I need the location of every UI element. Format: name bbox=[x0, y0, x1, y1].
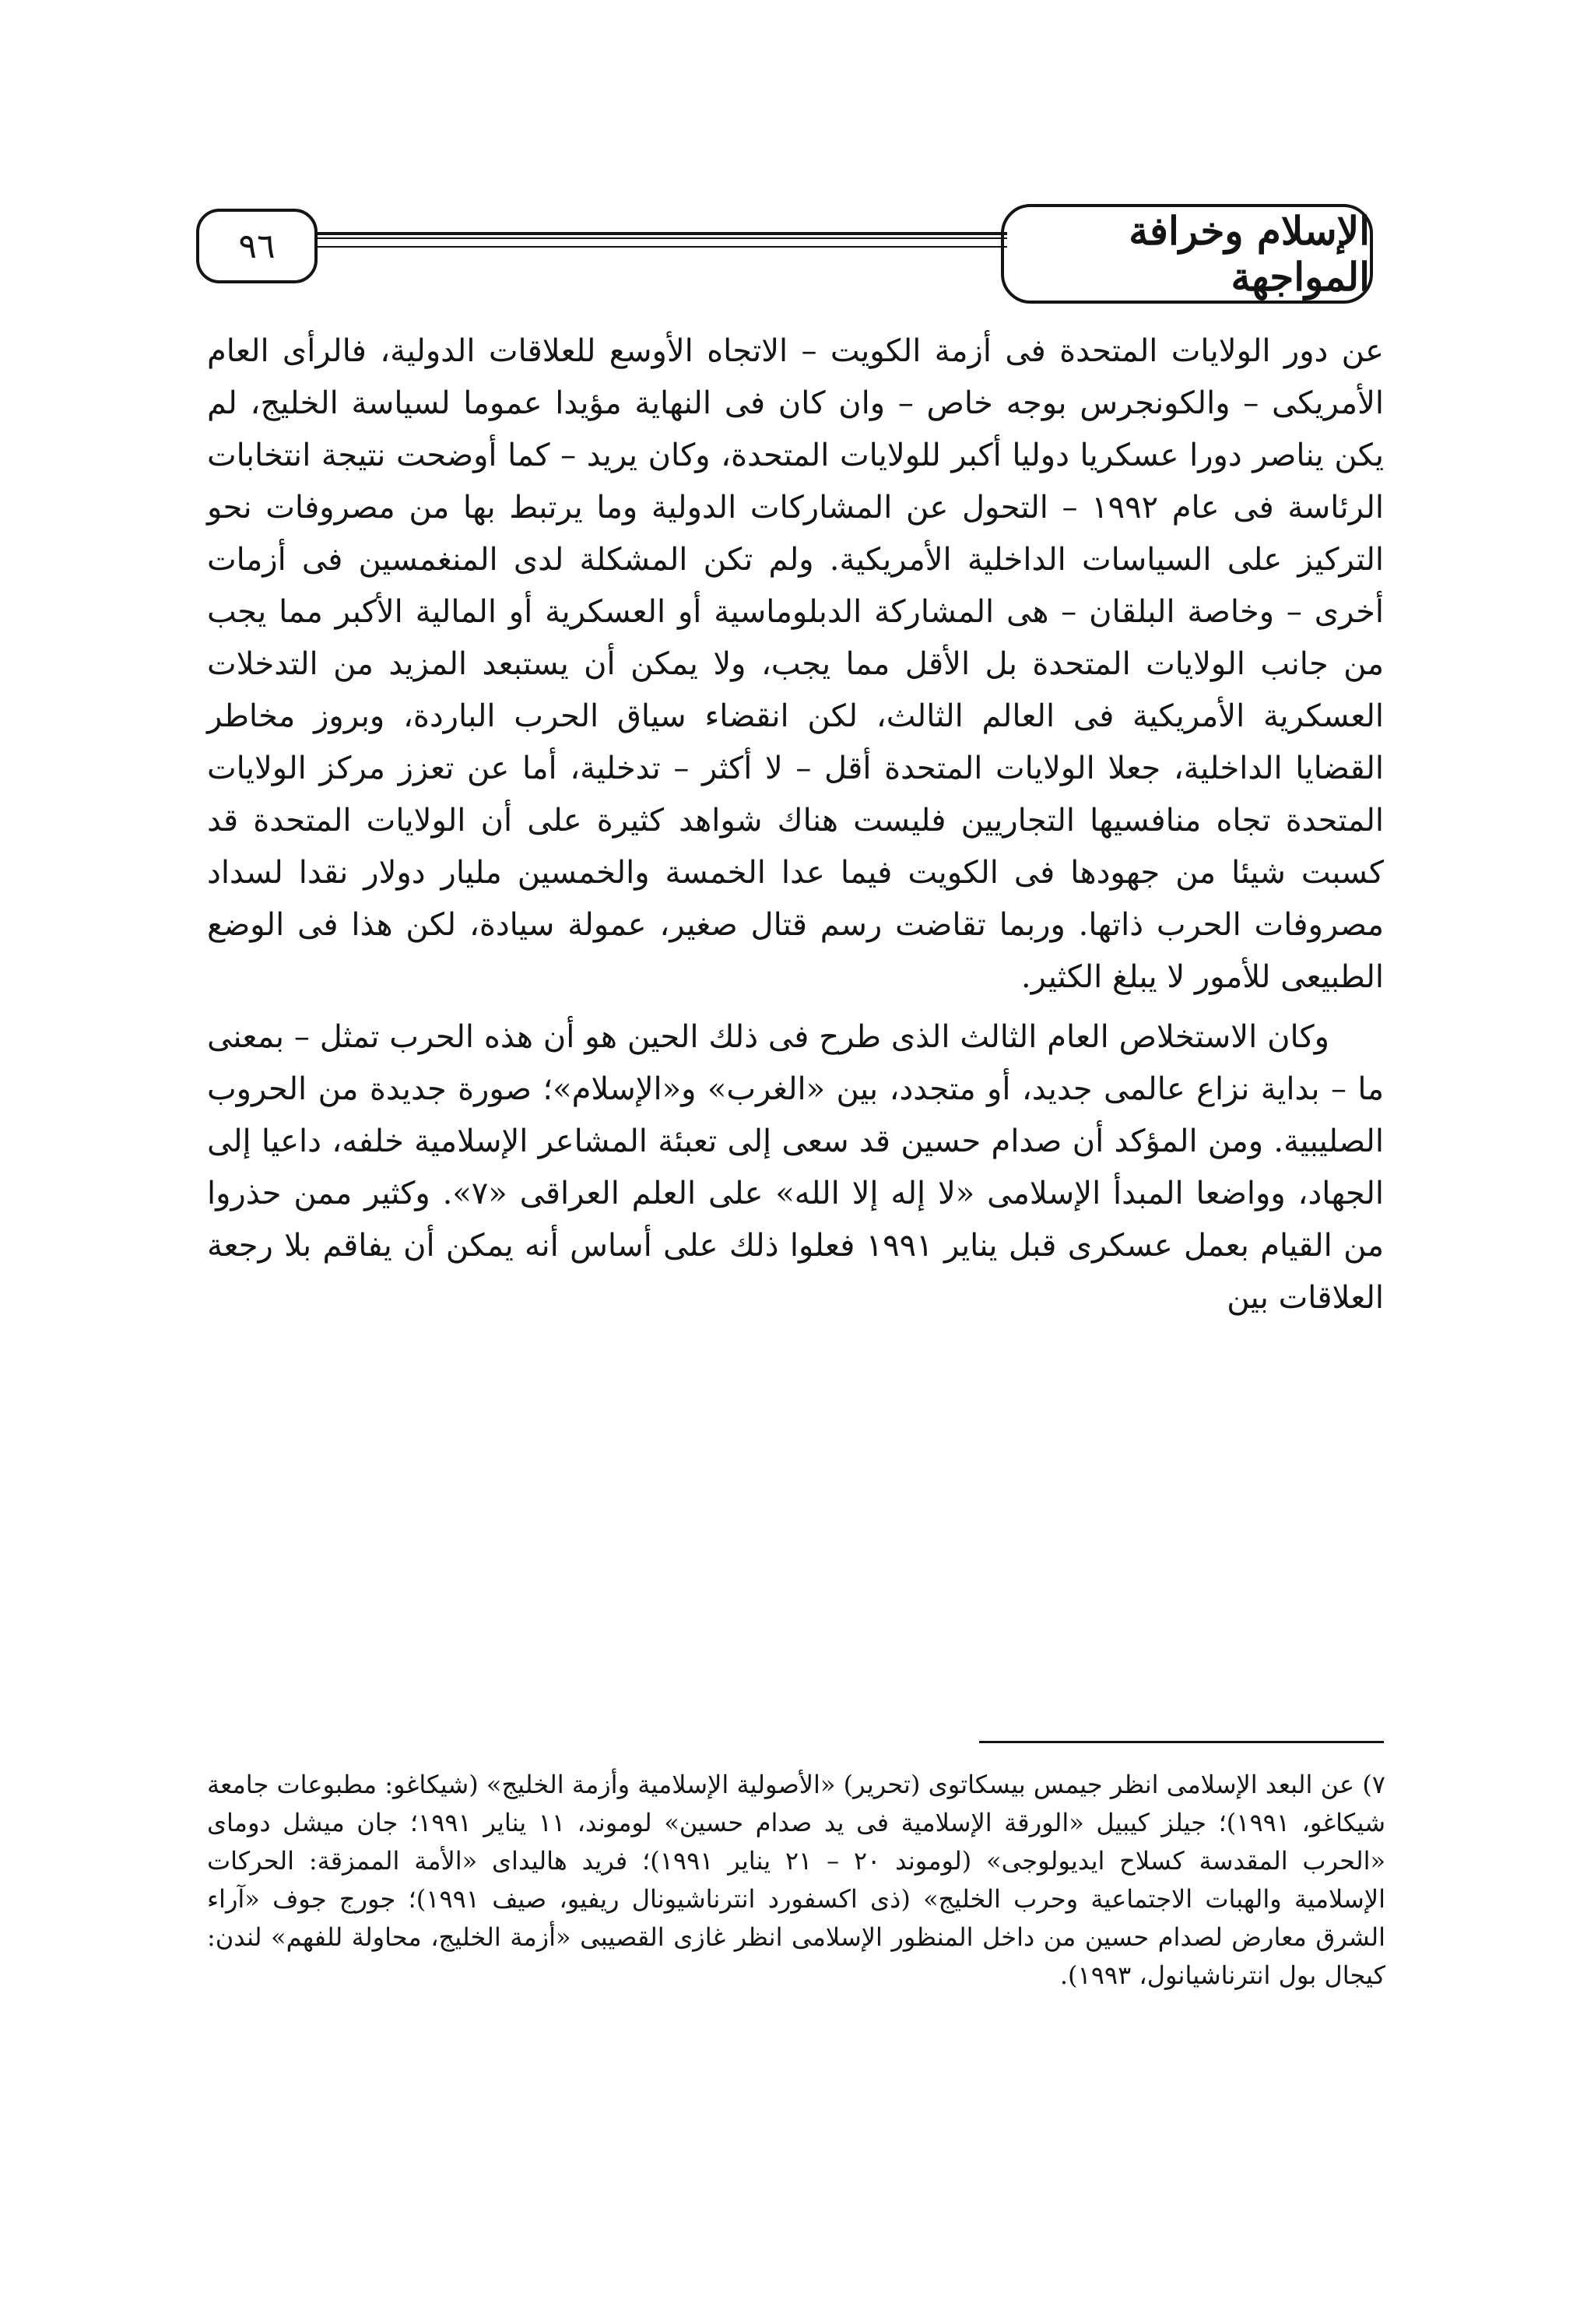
body-text bbox=[207, 325, 1384, 1324]
paragraph: وكان الاستخلاص العام الثالث الذى طرح فى ذلك الحين هو أن هذه الحرب تمثل – بمعنى ما – بداية نزاع عالمى جديد، أو متجدد، بين «الغرب» و«الإسلام»؛ صورة جديدة من الحروب الصليبية. ومن المؤكد أن صدام حسين قد سعى إلى تعبئة المشاعر الإسلامية خلفه، داعيا إلى الجهاد، وواضعا المبدأ الإسلامى «لا إله إلا الله» على العلم العراقى «٧». وكثير ممن حذروا من القيام بعمل عسكرى قبل يناير ١٩٩١ فعلوا ذلك على أساس أنه يمكن أن يفاقم بلا رجعة العلاقات بين bbox=[207, 1019, 1385, 1316]
paragraph: عن دور الولايات المتحدة فى أزمة الكويت – الاتجاه الأوسع للعلاقات الدولية، فالرأى العام الأمريكى – والكونجرس بوجه خاص – وان كان فى النهاية مؤيدا عموما لسياسة الخليج، لم يكن يناصر دورا عسكريا دوليا أكبر للولايات المتحدة، وكان يريد – كما أوضحت نتيجة انتخابات الرئاسة فى عام ١٩٩٢ – التحول عن المشاركات الدولية وما يرتبط بها من مصروفات نحو التركيز على السياسات الداخلية الأمريكية. ولم تكن المشكلة لدى المنغمسين فى أزمات أخرى – وخاصة البلقان – هى المشاركة الدبلوماسية أو العسكرية أو المالية الأكبر مما يجب من جانب الولايات المتحدة بل الأقل مما يجب، ولا يمكن أن يستبعد المزيد من التدخلات العسكرية الأمريكية فى العالم الثالث، لكن انقضاء سياق الحرب الباردة، وبروز مخاطر القضايا الداخلية، جعلا الولايات المتحدة أقل – لا أكثر – تدخلية، أما عن تعزز مركز الولايات المتحدة تجاه منافسيها التجاريين فليست هناك شواهد كثيرة على أن الولايات المتحدة قد كسبت شيئا من جهودها فى الكويت فيما عدا الخمسة والخمسين مليار دولار نقدا لسداد مصروفات الحرب ذاتها. وربما تقاضت رسم قتال صغير، عمولة سيادة، لكن هذا فى الوضع الطبيعى للأمور لا يبلغ الكثير. bbox=[207, 333, 1384, 995]
book-title: الإسلام وخرافة المواجهة bbox=[1001, 204, 1373, 304]
footnote bbox=[207, 1766, 1385, 1995]
running-header bbox=[196, 204, 1373, 304]
page-number: ٩٦ bbox=[196, 209, 318, 283]
header-rule bbox=[313, 232, 1007, 239]
footnote-separator bbox=[979, 1741, 1384, 1743]
header-rule-inner bbox=[313, 246, 1007, 248]
footnote-text: ٧) عن البعد الإسلامى انظر جيمس بيسكاتوى (تحرير) «الأصولية الإسلامية وأزمة الخليج» (شيكاغو: مطبوعات جامعة شيكاغو، ١٩٩١)؛ جيلز كيبيل «الورقة الإسلامية فى يد صدام حسين» لوموند، ١١ يناير ١٩٩١؛ جان ميشل دوماى «الحرب المقدسة كسلاح ايديولوجى» (لوموند ٢٠ – ٢١ يناير ١٩٩١)؛ فريد هاليداى «الأمة الممزقة: الحركات الإسلامية والهبات الاجتماعية وحرب الخليج» (ذى اكسفورد انترناشيونال ريفيو، صيف ١٩٩١)؛ جورج جوف «آراء الشرق معارض لصدام حسين من داخل المنظور الإسلامى انظر غازى القصيبى «أزمة الخليج، محاولة للفهم» لندن: كيجال بول انترناشيانول، ١٩٩٣). bbox=[207, 1770, 1386, 1990]
